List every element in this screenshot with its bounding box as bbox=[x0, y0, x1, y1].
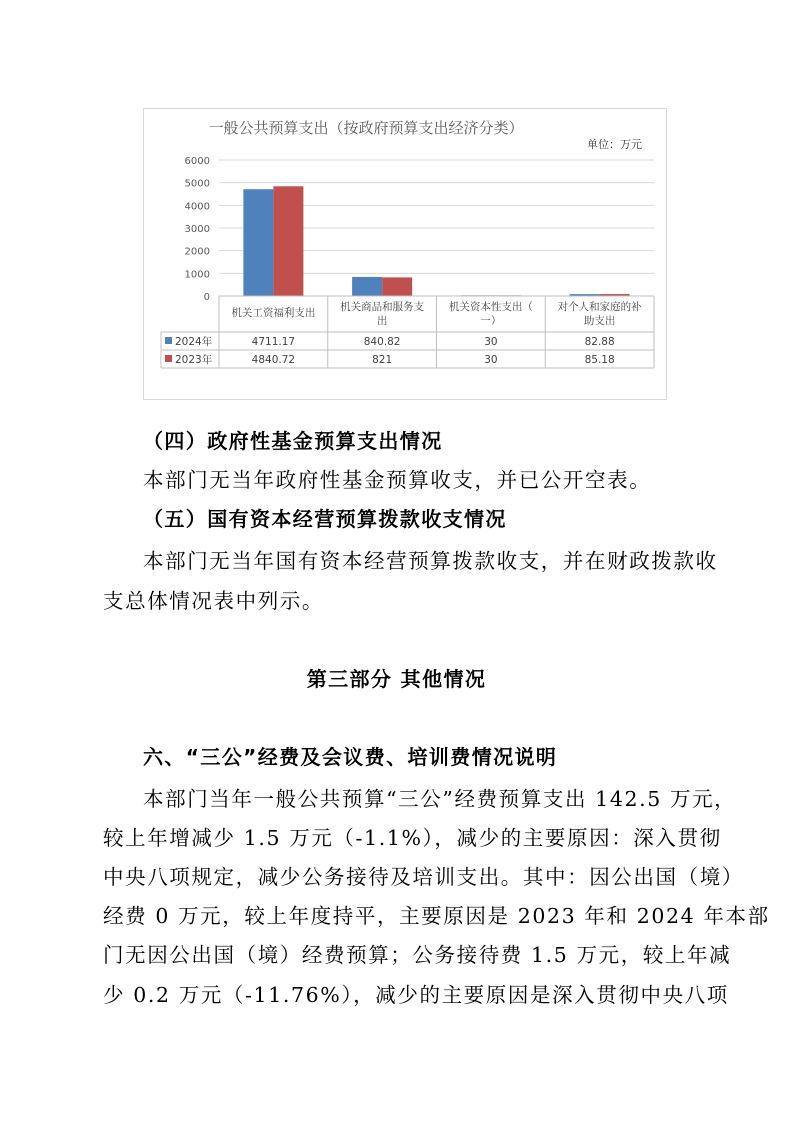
category-label: 出 bbox=[376, 315, 388, 327]
section-6-line-6: 少 0.2 万元（-11.76%），减少的主要原因是深入贯彻中央八项 bbox=[103, 983, 729, 1007]
y-tick-label: 0 bbox=[203, 292, 210, 303]
y-tick-label: 2000 bbox=[184, 246, 210, 258]
y-tick-label: 6000 bbox=[184, 156, 210, 167]
data-table-value: 30 bbox=[484, 336, 498, 348]
category-label: 对个人和家庭的补 bbox=[557, 301, 642, 313]
chart-frame bbox=[143, 108, 667, 400]
section-4-body: 本部门无当年政府性基金预算收支，并已公开空表。 bbox=[143, 468, 652, 492]
data-table-value: 82.88 bbox=[584, 336, 615, 348]
bar-2024 bbox=[243, 189, 273, 296]
y-tick-label: 4000 bbox=[184, 201, 210, 213]
legend-label: 2023年 bbox=[175, 354, 213, 366]
legend-swatch-2024 bbox=[165, 337, 172, 344]
data-table-value: 821 bbox=[372, 354, 393, 366]
data-table-value: 85.18 bbox=[584, 354, 615, 366]
chart-unit-label: 单位：万元 bbox=[587, 138, 642, 151]
legend-label: 2024年 bbox=[175, 336, 213, 348]
data-table-value: 4840.72 bbox=[251, 354, 296, 366]
y-tick-label: 3000 bbox=[184, 224, 210, 235]
bar-2023 bbox=[273, 186, 303, 296]
section-5-body-line-2: 支总体情况表中列示。 bbox=[103, 589, 324, 613]
y-tick-label: 5000 bbox=[184, 178, 210, 190]
category-label: 助支出 bbox=[583, 315, 616, 327]
section-6-line-5: 门无因公出国（境）经费预算；公务接待费 1.5 万元，较上年减 bbox=[103, 943, 732, 967]
bar-2024 bbox=[352, 277, 382, 296]
category-label: 机关资本性支出（ bbox=[448, 301, 533, 313]
y-tick-label: 1000 bbox=[184, 269, 210, 281]
category-label: 机关商品和服务支 bbox=[340, 301, 425, 313]
bar-chart bbox=[144, 109, 666, 399]
data-table-value: 4711.17 bbox=[251, 336, 296, 348]
chart-title: 一般公共预算支出（按政府预算支出经济分类） bbox=[208, 119, 524, 137]
data-table-value: 30 bbox=[484, 354, 498, 366]
section-6-line-3: 中央八项规定，减少公务接待及培训支出。其中：因公出国（境） bbox=[103, 865, 744, 889]
part-3-title: 第三部分 其他情况 bbox=[306, 667, 487, 691]
data-table-value: 840.82 bbox=[363, 336, 401, 348]
legend-swatch-2023 bbox=[165, 355, 172, 362]
section-6-heading: 六、“三公”经费及会议费、培训费情况说明 bbox=[143, 745, 558, 769]
section-5-heading: （五）国有资本经营预算拨款收支情况 bbox=[143, 507, 507, 531]
section-5-body-line-1: 本部门无当年国有资本经营预算拨款收支，并在财政拨款收 bbox=[143, 549, 718, 573]
section-6-line-1: 本部门当年一般公共预算“三公”经费预算支出 142.5 万元， bbox=[143, 787, 737, 811]
bar-2023 bbox=[382, 277, 412, 296]
category-label: 机关工资福利支出 bbox=[231, 307, 316, 319]
section-6-line-2: 较上年增减少 1.5 万元（-1.1%），减少的主要原因：深入贯彻 bbox=[103, 826, 722, 850]
section-4-heading: （四）政府性基金预算支出情况 bbox=[143, 429, 443, 453]
category-label: 一） bbox=[480, 315, 502, 327]
section-6-line-4: 经费 0 万元，较上年度持平，主要原因是 2023 年和 2024 年本部 bbox=[103, 904, 770, 928]
